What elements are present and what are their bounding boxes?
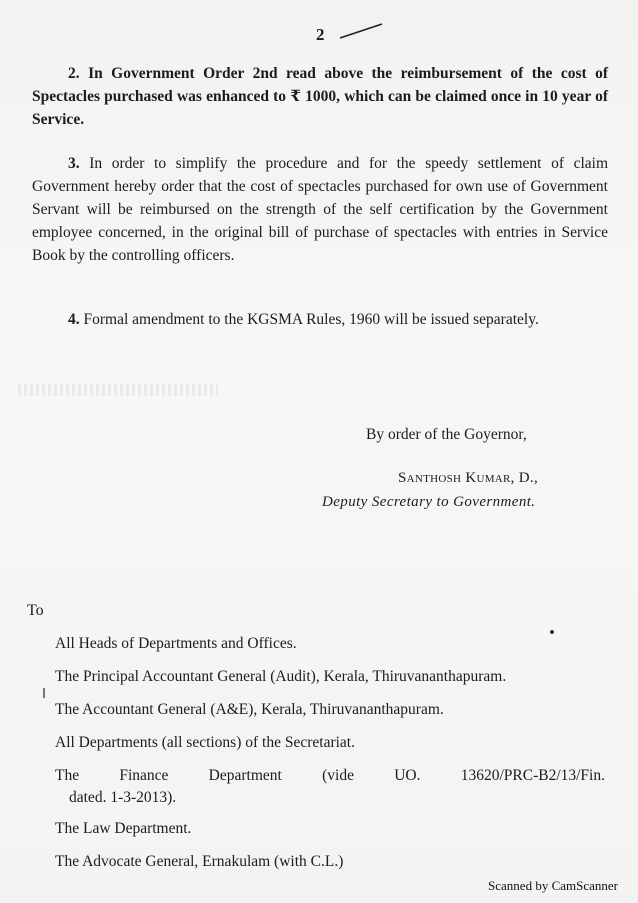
pen-tick-mark	[338, 22, 384, 44]
scan-smudge	[18, 384, 218, 396]
paragraph-4-text: Formal amendment to the KGSMA Rules, 1960 will be issued separately.	[83, 311, 539, 328]
margin-mark	[43, 688, 45, 698]
order-line: By order of the Goyernor,	[366, 426, 527, 443]
paragraph-3-text: In order to simplify the procedure and for the speedy settlement of claim Government hereby order that the cost of spectacles purchased for own use of Government Servant will be reimbursed on the strength of the self certification by the Government employee concerned, in the original bill of purchase of spectacles with entries in Service Book by the controlling officers.	[32, 155, 608, 264]
paragraph-2-number: 2.	[68, 65, 80, 82]
recipient-item: The Law Department.	[55, 820, 192, 837]
recipient-finance-line2: dated. 1-3-2013).	[69, 789, 177, 806]
recipient-item: The Accountant General (A&E), Kerala, Thiruvananthapuram.	[55, 701, 444, 718]
recipient-item-finance	[55, 765, 605, 809]
paragraph-3-number: 3.	[68, 155, 80, 172]
paragraph-4-number: 4.	[68, 311, 80, 328]
recipient-item: The Advocate General, Ernakulam (with C.L.)	[55, 853, 344, 870]
paragraph-4	[32, 308, 608, 331]
paragraph-2	[32, 62, 608, 131]
signatory-name: Santhosh Kumar, D.,	[398, 470, 539, 486]
paragraph-3	[32, 152, 608, 267]
paragraph-2-text: In Government Order 2nd read above the reimbursement of the cost of Spectacles purchased was enhanced to ₹ 1000, which can be claimed once in 10 year of Service.	[32, 65, 609, 128]
to-label: To	[27, 602, 44, 619]
page-number: 2	[316, 25, 325, 44]
recipient-item: All Heads of Departments and Offices.	[55, 635, 297, 652]
recipient-item: The Principal Accountant General (Audit), Kerala, Thiruvananthapuram.	[55, 668, 507, 685]
ink-dot	[550, 630, 554, 634]
signatory-title: Deputy Secretary to Government.	[322, 494, 536, 510]
recipient-finance-line1: The Finance Department (vide UO. 13620/PRC-B2/13/Fin.	[55, 767, 605, 784]
scanner-watermark: Scanned by CamScanner	[488, 878, 618, 893]
recipient-item: All Departments (all sections) of the Secretariat.	[55, 734, 355, 751]
recipient-list	[55, 633, 605, 884]
